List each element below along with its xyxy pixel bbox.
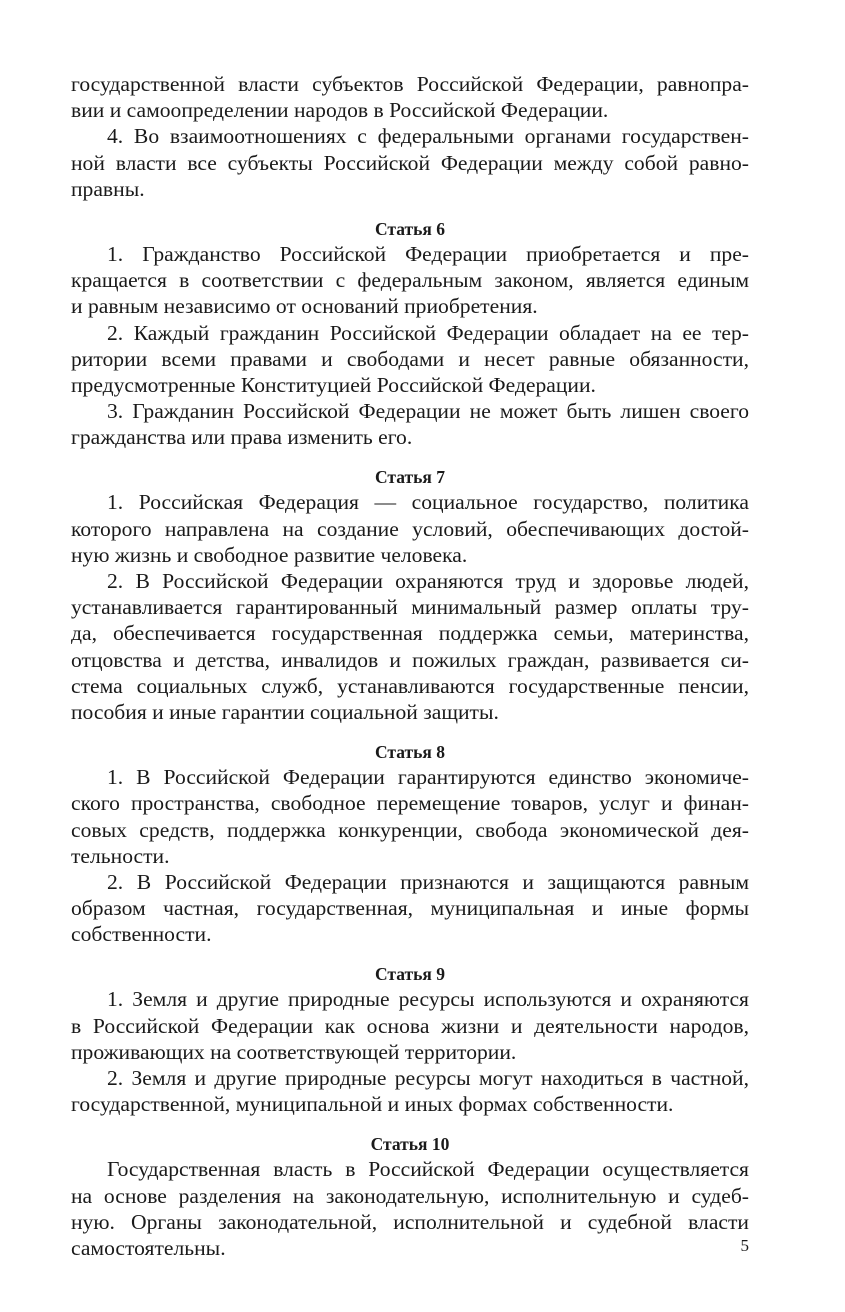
text-line: собственности. [71,922,212,947]
paragraph [71,398,749,450]
document-page [71,71,749,1261]
text-line: правны. [71,176,145,201]
paragraph [71,320,749,399]
text-line: 2. Земля и другие природные ресурсы могут находиться в частной, [107,1066,749,1090]
text-line: ную жизнь и свободное развитие человека. [71,542,468,567]
text-line: самостоятельны. [71,1235,226,1260]
text-line: кращается в соответствии с федеральным законом, является единым [71,268,749,293]
paragraph [71,986,749,1065]
page-number: 5 [740,1236,749,1255]
text-line: которого направлена на создание условий, обеспечивающих достой- [71,516,749,541]
text-line: ную. Органы законодательной, исполнительной и судебной власти [71,1209,749,1234]
paragraph [71,764,749,869]
text-line: 2. В Российской Федерации признаются и защищаются равным [107,869,749,894]
paragraph [71,71,749,123]
text-line: предусмотренные Конституцией Российской Федерации. [71,372,596,397]
text-line: ритории всеми правами и свободами и несет равные обязанности, [71,346,749,371]
text-line: 4. Во взаимоотношениях с федеральными органами государствен- [107,124,749,149]
paragraph [71,869,749,948]
article-heading: Статья 8 [375,742,445,763]
paragraph [71,568,749,725]
paragraph [71,1065,749,1117]
paragraph [71,1156,749,1261]
text-line: и равным независимо от оснований приобретения. [71,294,538,319]
article-heading: Статья 9 [375,964,445,985]
text-line: пособия и иные гарантии социальной защиты. [71,699,499,724]
text-line: совых средств, поддержка конкуренции, свобода экономической дея- [71,817,749,842]
text-line: на основе разделения на законодательную, исполнительную и судеб- [71,1183,749,1208]
article-heading: Статья 7 [375,467,445,488]
paragraph [71,241,749,320]
text-line: Государственная власть в Российской Федерации осуществляется [107,1157,749,1182]
text-line: тельности. [71,843,170,868]
text-line: государственной, муниципальной и иных формах собственности. [71,1092,674,1117]
text-line: проживающих на соответствующей территории. [71,1039,517,1064]
text-line: отцовства и детства, инвалидов и пожилых граждан, развивается си- [71,647,749,672]
text-line: 1. Гражданство Российской Федерации приобретается и пре- [107,241,749,266]
text-line: 2. Каждый гражданин Российской Федерации обладает на ее тер- [107,320,749,345]
text-line: ной власти все субъекты Российской Федерации между собой равно- [71,150,749,175]
text-line: 2. В Российской Федерации охраняются труд и здоровье людей, [107,569,749,593]
paragraph [71,123,749,202]
text-line: да, обеспечивается государственная поддержка семьи, материнства, [71,621,749,646]
text-line: в Российской Федерации как основа жизни и деятельности народов, [71,1013,749,1038]
article-heading: Статья 10 [370,1134,450,1155]
text-line: ского пространства, свободное перемещение товаров, услуг и финан- [71,791,749,816]
text-line: стема социальных служб, устанавливаются государственные пенсии, [71,673,749,698]
text-line: гражданства или права изменить его. [71,425,413,450]
text-line: образом частная, государственная, муниципальная и иные формы [71,896,749,921]
text-line: 1. Земля и другие природные ресурсы используются и охраняются [107,987,749,1012]
text-line: государственной власти субъектов Российской Федерации, равнопра- [71,72,749,96]
text-line: 3. Гражданин Российской Федерации не может быть лишен своего [107,399,749,424]
text-line: 1. Российская Федерация — социальное государство, политика [107,490,749,515]
text-line: устанавливается гарантированный минимальный размер оплаты тру- [71,595,749,620]
article-heading: Статья 6 [375,218,445,239]
text-line: вии и самоопределении народов в Российской Федерации. [71,98,609,123]
text-line: 1. В Российской Федерации гарантируются единство экономиче- [107,765,749,790]
paragraph [71,489,749,568]
